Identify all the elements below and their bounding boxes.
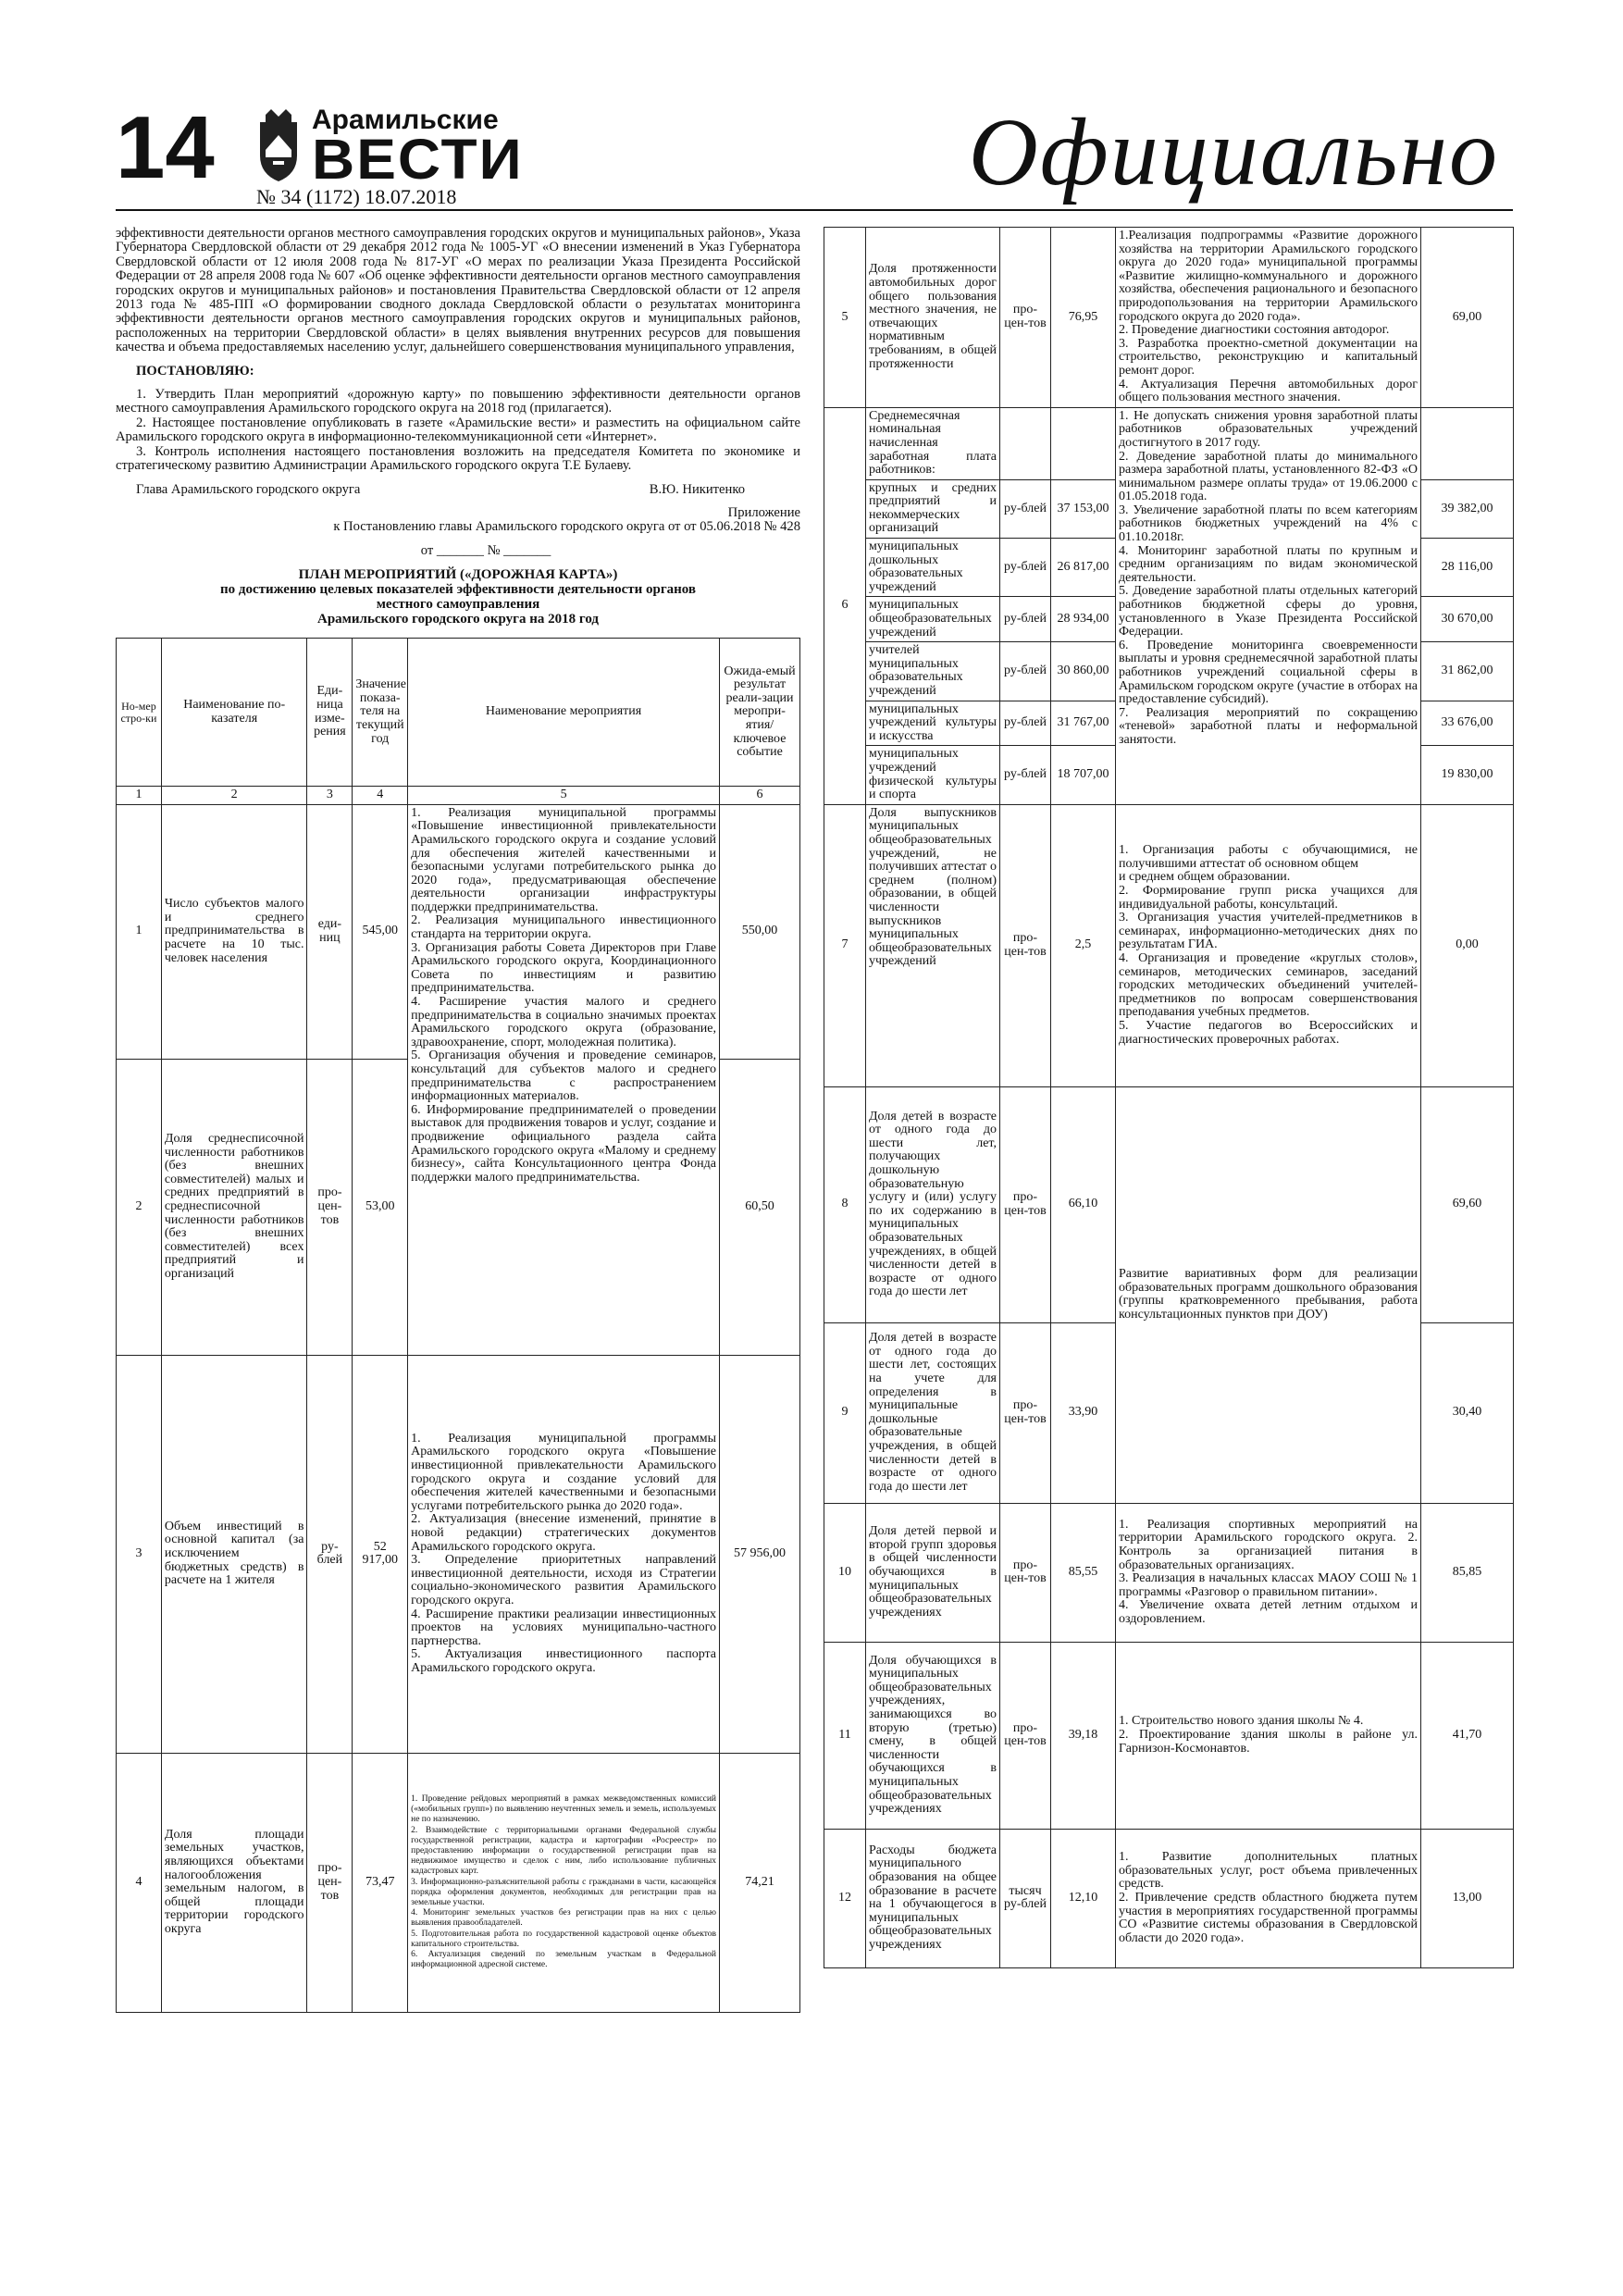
row-result: 85,85 bbox=[1421, 1503, 1514, 1642]
subrow-result: 30 670,00 bbox=[1421, 597, 1514, 642]
appendix-label: Приложение bbox=[727, 504, 800, 520]
table-row bbox=[824, 228, 1514, 408]
col-number: 6 bbox=[720, 787, 800, 805]
header-measure: Наименование мероприятия bbox=[408, 639, 720, 787]
col-number: 2 bbox=[161, 787, 307, 805]
subrow-result: 39 382,00 bbox=[1421, 479, 1514, 538]
row-num: 6 bbox=[824, 407, 866, 804]
table-row bbox=[824, 1642, 1514, 1829]
subrow-unit: ру-блей bbox=[1000, 479, 1051, 538]
row-measure: 1. Проведение рейдовых мероприятий в рамках межведомственных комиссий («мобильных групп») по выявлению неучтенных земель и земель, используемых не по назначению. 2. Взаимодействие с территориальными органами Федеральной службы государственной регистрации, кадастра и картографии «Росреестр» по предоставлению информации о государственной регистрации прав на недвижимое имущество и сделок с ним, либо использование публичных кадастровых карт. 3. Информационно-разъяснительной работы с гражданами в части, касающейся порядка оформления документов, необходимых для регистрации прав на земельные участки. 4. Мониторинг земельных участков без регистрации прав на них с целью выявления правообладателей. 5. Подготовительная работа по государственной кадастровой оценке объектов капитального строительства. 6. Актуализация сведений по земельным участкам в Федеральной информационной адресной системе. bbox=[408, 1753, 720, 2012]
row-value: 53,00 bbox=[353, 1059, 408, 1355]
table-row bbox=[117, 804, 800, 1059]
table-row bbox=[117, 1355, 800, 1753]
row-unit: про-цен-тов bbox=[1000, 1322, 1051, 1503]
plan-table-left bbox=[116, 638, 800, 2013]
subrow-indicator: муниципальных дошкольных образовательных учреждений bbox=[866, 539, 1000, 597]
row-measure: Развитие вариативных форм для реализации образовательных программ дошкольного образования (группы кратковременного пребывания, работа консультационных пунктов при ДОУ) bbox=[1116, 1086, 1421, 1503]
row-num: 4 bbox=[117, 1753, 162, 2012]
subrow-indicator: учителей муниципальных образовательных учреждений bbox=[866, 642, 1000, 701]
coat-of-arms-icon bbox=[254, 109, 303, 183]
resolution-item-3: 3. Контроль исполнения настоящего постановления возложить на председателя Комитета по экономике и стратегическому развитию Администрации Арамильского городского округа Т.Е Булаеву. bbox=[116, 443, 800, 474]
row-value: 52 917,00 bbox=[353, 1355, 408, 1753]
col-number: 4 bbox=[353, 787, 408, 805]
signer-title: Глава Арамильского городского округа bbox=[136, 481, 361, 497]
row-indicator: Число субъектов малого и среднего предпринимательства в расчете на 10 тыс. человек населения bbox=[161, 804, 307, 1059]
subrow-value: 37 153,00 bbox=[1051, 479, 1116, 538]
row-unit: про-цен-тов bbox=[1000, 1642, 1051, 1829]
row-result: 74,21 bbox=[720, 1753, 800, 2012]
right-column bbox=[824, 227, 1513, 1968]
row-indicator: Доля детей в возрасте от одного года до шести лет, получающих дошкольную образовательную услугу и (или) услугу по их содержанию в муниципальных образовательных учреждениях, в общей численности детей в возрасте от одного года до шести лет bbox=[866, 1086, 1000, 1322]
plan-title-1: ПЛАН МЕРОПРИЯТИЙ («ДОРОЖНАЯ КАРТА») bbox=[298, 567, 618, 583]
row-num: 10 bbox=[824, 1503, 866, 1642]
row-unit: про-цен-тов bbox=[307, 1753, 353, 2012]
subrow-value: 28 934,00 bbox=[1051, 597, 1116, 642]
row-indicator: Расходы бюджета муниципального образования на общее образование в расчете на 1 обучающегося в муниципальных общеобразовательных учреждениях bbox=[866, 1829, 1000, 1967]
subrow-unit: ру-блей bbox=[1000, 746, 1051, 804]
plan-table-right bbox=[824, 227, 1514, 1968]
row-value: 39,18 bbox=[1051, 1642, 1116, 1829]
row-unit: про-цен-тов bbox=[307, 1059, 353, 1355]
col-number: 3 bbox=[307, 787, 353, 805]
header-current: Значение показа-теля на текущий год bbox=[353, 639, 408, 787]
row-indicator: Доля выпускников муниципальных общеобразовательных учреждений, не получивших аттестат о среднем (полном) образовании, в общей численности выпускников муниципальных общеобразовательных учреждений bbox=[866, 804, 1000, 1086]
plan-title-3: Арамильского городского округа на 2018 год bbox=[317, 612, 599, 627]
row-result: 30,40 bbox=[1421, 1322, 1514, 1503]
row-num: 12 bbox=[824, 1829, 866, 1967]
row-unit: про-цен-тов bbox=[1000, 804, 1051, 1086]
row-value: 2,5 bbox=[1051, 804, 1116, 1086]
row-measure: 1. Развитие дополнительных платных образовательных услуг, рост объема привлеченных средств. 2. Привлечение средств областного бюджета путем участия в мероприятиях государственной программы СО «Развитие системы образования в Свердловской области до 2020 года». bbox=[1116, 1829, 1421, 1967]
row-measure: 1. Реализация муниципальной программы Арамильского городского округа «Повышение инвестиционной привлекательности Арамильского городского округа и создание условий для обеспечения жителей качественными и безопасными услугами потребительского рынка до 2020 года». 2. Актуализация (внесение изменений, принятие в новой редакции) стратегических документов Арамильского городского округа. 3. Определение приоритетных направлений инвестиционной деятельности, исходя из Стратегии социально-экономического развития Арамильского городского округа. 4. Расширение практики реализации инвестиционных проектов на условиях муниципально-частного партнерства. 5. Актуализация инвестиционного паспорта Арамильского городского округа. bbox=[408, 1355, 720, 1753]
row-unit bbox=[1000, 407, 1051, 479]
row-value: 545,00 bbox=[353, 804, 408, 1059]
row-num: 11 bbox=[824, 1642, 866, 1829]
row-result: 13,00 bbox=[1421, 1829, 1514, 1967]
header-divider bbox=[116, 209, 1513, 211]
row-value bbox=[1051, 407, 1116, 479]
subrow-unit: ру-блей bbox=[1000, 597, 1051, 642]
row-indicator: Доля среднесписочной численности работников (без внешних совместителей) малых и средних предприятий в среднесписочной численности работников (без внешних совместителей) всех предприятий и организаций bbox=[161, 1059, 307, 1355]
row-num: 5 bbox=[824, 228, 866, 408]
row-num: 7 bbox=[824, 804, 866, 1086]
row-value: 66,10 bbox=[1051, 1086, 1116, 1322]
subrow-indicator: муниципальных учреждений культуры и искусства bbox=[866, 701, 1000, 746]
row-result bbox=[1421, 407, 1514, 479]
row-measure: 1. Реализация спортивных мероприятий на территории Арамильского городского округа. 2. Контроль за организацией питания в образовательных организациях. 3. Реализация в начальных классах МАОУ СОШ № 1 программы «Разговор о правильном питании». 4. Увеличение охвата детей летним отдыхом и оздоровлением. bbox=[1116, 1503, 1421, 1642]
left-column bbox=[116, 227, 800, 2013]
row-indicator: Объем инвестиций в основной капитал (за исключением бюджетных средств) в расчете на 1 жителя bbox=[161, 1355, 307, 1753]
row-num: 2 bbox=[117, 1059, 162, 1355]
row-result: 69,60 bbox=[1421, 1086, 1514, 1322]
row-indicator: Доля протяженности автомобильных дорог общего пользования местного значения, не отвечающих нормативным требованиям, в общей протяженности bbox=[866, 228, 1000, 408]
paper-name-main: ВЕСТИ bbox=[312, 127, 524, 192]
signer-name: В.Ю. Никитенко bbox=[649, 481, 745, 497]
header-expected: Ожида-емый результат реали-зации меропри-ятия/ ключевое событие bbox=[720, 639, 800, 787]
row-num: 9 bbox=[824, 1322, 866, 1503]
row-measure: 1.Реализация подпрограммы «Развитие дорожного хозяйства на территории Арамильского городского округа до 2020 года» муниципальной программы «Развитие жилищно-коммунального и дорожного хозяйства, обеспечения рационального и безопасного природопользования на территории Арамильского городского округа до 2020 года». 2. Проведение диагностики состояния автодорог. 3. Разработка проектно-сметной документации на строительство, реконструкцию и капитальный ремонт дорог. 4. Актуализация Перечня автомобильных дорог общего пользования местного значения. bbox=[1116, 228, 1421, 408]
intro-paragraph: эффективности деятельности органов местного самоуправления городских округов и муниципальных районов», Указа Губернатора Свердловской области от 29 декабря 2012 года № 1005-УГ «О внесении изменений в Указ Губернатора Свердловской области от 12 июля 2008 года № 817-УГ «О мерах по реализации Указа Президента Российской Федерации от 28 апреля 2008 года № 607 «Об оценке эффективности деятельности органов местного самоуправления городских округов и муниципальных районов» и постановления Правительства Свердловской области от 12 апреля 2013 года № 485-ПП «О формировании сводного доклада Свердловской области о результатах мониторинга эффективности деятельности органов местного самоуправления городских округов и муниципальных районов, расположенных на территории Свердловской области» в целях выявления внутренних ресурсов для повышения качества и объема предоставляемых населению услуг, дальнейшего совершенствования муниципального управления, bbox=[116, 226, 800, 355]
page-number: 14 bbox=[116, 98, 215, 197]
row-measure: 1. Строительство нового здания школы № 4. 2. Проектирование здания школы в районе ул. Гарнизон-Космонавтов. bbox=[1116, 1642, 1421, 1829]
row-result: 550,00 bbox=[720, 804, 800, 1059]
table-col-numbers bbox=[117, 787, 800, 805]
row-num: 3 bbox=[117, 1355, 162, 1753]
subrow-value: 18 707,00 bbox=[1051, 746, 1116, 804]
table-row bbox=[824, 1829, 1514, 1967]
subrow-indicator: крупных и средних предприятий и некоммерческих организаций bbox=[866, 479, 1000, 538]
section-title: Официально bbox=[968, 99, 1499, 205]
table-row bbox=[824, 1503, 1514, 1642]
subrow-result: 31 862,00 bbox=[1421, 642, 1514, 701]
header-num: Но-мер стро-ки bbox=[117, 639, 162, 787]
row-result: 0,00 bbox=[1421, 804, 1514, 1086]
row-value: 76,95 bbox=[1051, 228, 1116, 408]
row-measure: 1. Реализация муниципальной программы «Повышение инвестиционной привлекательности Арамильского городского округа и создание условий для обеспечения жителей качественными и безопасными услугами потребительского рынка до 2020 года», предусматривающая обеспечение деятельности организации инфраструктуры поддержки предпринимательства. 2. Реализация муниципального инвестиционного стандарта на территории округа. 3. Организация работы Совета Директоров при Главе Арамильского городского округа, Координационного Совета по инвестициям и развитию предпринимательства. 4. Расширение участия малого и среднего предпринимательства в социально значимых проектах Арамильского городского округа (образование, здравоохранение, спорт, молодежная политика). 5. Организация обучения и проведение семинаров, консультаций для субъектов малого и среднего предпринимательства с распространением информационных материалов. 6. Информирование предпринимателей о проведении выставок для продвижения товаров и услуг, создание и продвижение официального раздела сайта Арамильского городского округа «Малому и среднему бизнесу», сайта Консультационного центра Фонда поддержки малого предпринимательства. bbox=[408, 804, 720, 1355]
subrow-result: 33 676,00 bbox=[1421, 701, 1514, 746]
appendix-reference: к Постановлению главы Арамильского городского округа от от 05.06.2018 № 428 bbox=[333, 519, 800, 535]
appendix-blank: от _______ № _______ bbox=[420, 542, 551, 558]
col-number: 1 bbox=[117, 787, 162, 805]
row-unit: еди-ниц bbox=[307, 804, 353, 1059]
row-num: 8 bbox=[824, 1086, 866, 1322]
subrow-result: 28 116,00 bbox=[1421, 539, 1514, 597]
row-indicator: Среднемесячная номинальная начисленная заработная плата работников: bbox=[866, 407, 1000, 479]
subrow-value: 31 767,00 bbox=[1051, 701, 1116, 746]
row-indicator: Доля площади земельных участков, являющихся объектами налогообложения земельным налогом, в общей площади территории городского округа bbox=[161, 1753, 307, 2012]
row-result: 69,00 bbox=[1421, 228, 1514, 408]
subrow-result: 19 830,00 bbox=[1421, 746, 1514, 804]
row-indicator: Доля детей в возрасте от одного года до шести лет, состоящих на учете для определения в муниципальные дошкольные образовательные учреждения, в общей численности детей в возрасте от одного года до шести лет bbox=[866, 1322, 1000, 1503]
subrow-indicator: муниципальных общеобразовательных учреждений bbox=[866, 597, 1000, 642]
row-unit: про-цен-тов bbox=[1000, 1503, 1051, 1642]
row-value: 33,90 bbox=[1051, 1322, 1116, 1503]
paper-name-top: Арамильские bbox=[312, 105, 499, 135]
row-value: 12,10 bbox=[1051, 1829, 1116, 1967]
subrow-unit: ру-блей bbox=[1000, 701, 1051, 746]
row-result: 60,50 bbox=[720, 1059, 800, 1355]
table-row bbox=[824, 407, 1514, 479]
issue-number: № 34 (1172) 18.07.2018 bbox=[256, 185, 457, 208]
row-unit: про-цен-тов bbox=[1000, 1086, 1051, 1322]
row-indicator: Доля детей первой и второй групп здоровья в общей численности обучающихся в муниципальных общеобразовательных учреждениях bbox=[866, 1503, 1000, 1642]
resolution-item-1: 1. Утвердить План мероприятий «дорожную карту» по повышению эффективности деятельности органов местного самоуправления Арамильского городского округа на 2018 год (прилагается). bbox=[116, 387, 800, 416]
table-row bbox=[117, 1753, 800, 2012]
subrow-value: 30 860,00 bbox=[1051, 642, 1116, 701]
header-unit: Еди-ница изме-рения bbox=[307, 639, 353, 787]
subrow-value: 26 817,00 bbox=[1051, 539, 1116, 597]
row-measure: 1. Не допускать снижения уровня заработной платы работников образовательных учреждений достигнутого в 2017 году. 2. Доведение заработной платы до минимального размера заработной платы, установленного 82-ФЗ «О минимальном размере оплаты труда» от 19.06.2000 с 01.05.2018 года. 3. Увеличение заработной платы по всем категориям работников бюджетных учреждений на 4% с 01.10.2018г. 4. Мониторинг заработной платы по крупным и средним организациям по видам экономической деятельности. 5. Доведение заработной платы отдельных категорий работников бюджетной сферы до уровня, установленного в Указе Президента Российской Федерации. 6. Проведение мониторинга своевременности выплаты и уровня среднемесячной заработной платы работников учреждений социальной сферы в Арамильском городском округе (участие в отборах на предоставление субсидий). 7. Реализация мероприятий по сокращению «теневой» заработной платы и неформальной занятости. bbox=[1116, 407, 1421, 804]
subrow-unit: ру-блей bbox=[1000, 642, 1051, 701]
col-number: 5 bbox=[408, 787, 720, 805]
row-value: 85,55 bbox=[1051, 1503, 1116, 1642]
row-result: 41,70 bbox=[1421, 1642, 1514, 1829]
table-row bbox=[824, 804, 1514, 1086]
table-header-row bbox=[117, 639, 800, 787]
subrow-unit: ру-блей bbox=[1000, 539, 1051, 597]
signature-block bbox=[136, 483, 745, 497]
masthead bbox=[116, 98, 1513, 213]
row-indicator: Доля обучающихся в муниципальных общеобразовательных учреждениях, занимающихся во вторую (третью) смену, в общей численности обучающихся в муниципальных общеобразовательных учреждениях bbox=[866, 1642, 1000, 1829]
resolution-item-2: 2. Настоящее постановление опубликовать в газете «Арамильские вести» и разместить на официальном сайте Арамильского городского округа в информационно-телекоммуникационной сети «Интернет». bbox=[116, 415, 800, 445]
row-unit: про-цен-тов bbox=[1000, 228, 1051, 408]
row-unit: ру-блей bbox=[307, 1355, 353, 1753]
row-num: 1 bbox=[117, 804, 162, 1059]
row-unit: тысяч ру-блей bbox=[1000, 1829, 1051, 1967]
header-indicator: Наименование по-казателя bbox=[161, 639, 307, 787]
table-row bbox=[824, 1086, 1514, 1322]
resolve-heading: ПОСТАНОВЛЯЮ: bbox=[136, 363, 254, 379]
row-value: 73,47 bbox=[353, 1753, 408, 2012]
row-result: 57 956,00 bbox=[720, 1355, 800, 1753]
plan-title-2: по достижению целевых показателей эффективности деятельности органов местного самоуправления bbox=[219, 582, 697, 613]
row-measure: 1. Организация работы с обучающимися, не получившими аттестат об основном общем и среднем общем образовании. 2. Формирование групп риска учащихся для индивидуальной работы, консультаций. 3. Организация участия учителей-предметников в семинарах, информационно-методических днях по результатам ГИА. 4. Организация и проведение «круглых столов», семинаров, методических семинаров, заседаний городских методических объединений учителей-предметников по вопросам совершенствования преподавания учебных предметов. 5. Участие педагогов во Всероссийских и диагностических проверочных работах. bbox=[1116, 804, 1421, 1086]
subrow-indicator: муниципальных учреждений физической культуры и спорта bbox=[866, 746, 1000, 804]
